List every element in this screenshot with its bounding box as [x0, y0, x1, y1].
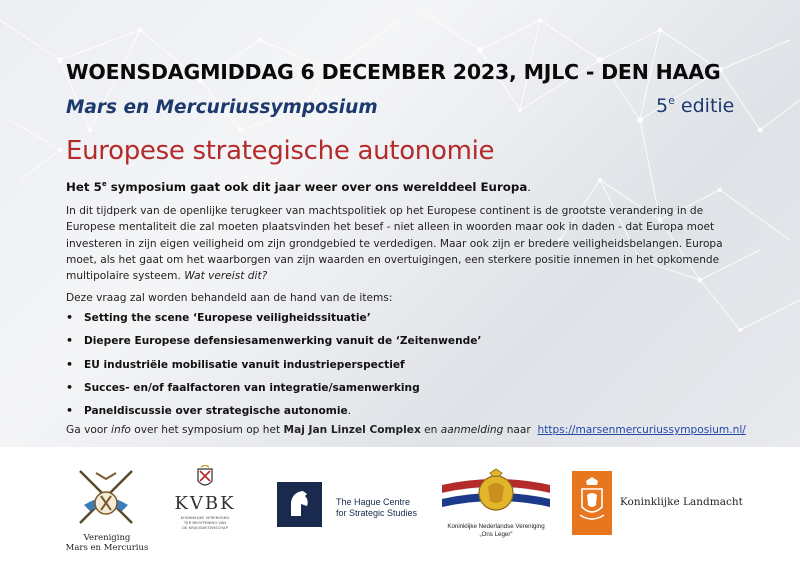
dutch-flag-lion-icon	[434, 463, 558, 525]
kvbk-line3: DE KRIJGSWETENSCHAP	[182, 525, 228, 530]
closing-registration: aanmelding	[440, 424, 504, 436]
list-item-text: Succes- en/of faalfactoren van integratie/samenwerking	[84, 381, 420, 394]
lead-end: .	[527, 180, 532, 194]
items-intro: Deze vraag zal worden behandeld aan de hand van de items:	[66, 292, 393, 304]
closing-text: Ga voor	[66, 424, 112, 436]
edition-label	[656, 94, 734, 117]
closing-text: over het symposium op het	[130, 424, 284, 436]
page-title: Europese strategische autonomie	[66, 136, 495, 166]
mars-mercurius-logo	[70, 465, 142, 531]
kvbk-line1: KONINKLIJKE VERENIGING	[180, 515, 230, 520]
event-date-location: WOENSDAGMIDDAG 6 DECEMBER 2023, MJLC - DEN HAAG	[66, 60, 721, 84]
list-item	[66, 312, 706, 335]
landmacht-emblem	[572, 471, 612, 535]
mars-mercurius-line2: Mars en Mercurius	[65, 543, 149, 553]
list-item	[66, 382, 706, 405]
closing-info: info	[111, 424, 131, 436]
logo-strip	[0, 447, 800, 563]
body-question: Wat vereist dit?	[184, 270, 268, 283]
list-item-text: Setting the scene ‘Europese veiligheidssituatie’	[84, 312, 371, 324]
body-text: In dit tijdperk van de openlijke terugkeer van machtspolitiek op het Europese continent is de grootste verandering in de Europese mentaliteit die zal moeten plaatsvinden het besef - niet alleen in woorden maar ook in daden - dat Europa moet investeren in zijn eigen veiligheid om zijn grondgebied te verdedigen. Maar ook zijn er bredere veiligheidsbelangen. Europa moet, als het gaat om het waarborgen van zijn waarden en overtuigingen, een sterkere positie innemen in het opkomende multipolaire systeem.	[66, 205, 723, 283]
edition-suffix: e	[668, 94, 675, 107]
kvbk-crest-icon	[172, 465, 238, 495]
kvbk-subtitle	[174, 515, 236, 530]
lead-sup: e	[101, 180, 107, 188]
closing-text: naar	[503, 424, 538, 436]
kvbk-acronym: KVBK	[174, 493, 236, 514]
lead-prefix: Het 5	[66, 180, 102, 194]
ons-leger-caption	[434, 523, 558, 539]
list-item-text: Paneldiscussie over strategische autonomie	[84, 405, 348, 418]
horse-head-icon	[277, 482, 322, 527]
topic-list	[66, 312, 706, 428]
symposium-name: Mars en Mercuriussymposium	[66, 97, 378, 118]
hcss-line2: for Strategic Studies	[336, 508, 418, 518]
edition-number: 5	[656, 95, 669, 117]
body-paragraph	[66, 203, 750, 284]
list-item-end: .	[347, 405, 352, 418]
closing-text: en	[420, 424, 441, 436]
venue-name: Maj Jan Linzel Complex	[283, 424, 421, 436]
list-item-text: Diepere Europese defensiesamenwerking vanuit de ‘Zeitenwende’	[84, 335, 482, 348]
mars-mercurius-line1: Vereniging	[83, 533, 131, 543]
kvbk-line2: TER BEOEFENING VAN	[183, 520, 227, 525]
edition-word: editie	[680, 95, 735, 117]
kvbk-logo	[172, 465, 238, 539]
mars-mercurius-caption	[64, 533, 150, 553]
list-item-text: EU industriële mobilisatie vanuit industrieperspectief	[84, 358, 405, 371]
closing-line	[66, 424, 766, 436]
hcss-line1: The Hague Centre	[336, 497, 411, 507]
ons-leger-line1: Koninklijke Nederlandse Vereniging	[447, 523, 545, 530]
list-item	[66, 335, 706, 358]
ons-leger-line2: „Ons Leger”	[479, 531, 513, 538]
crossed-swords-emblem-icon	[70, 465, 142, 531]
lead-sentence	[66, 180, 756, 194]
hcss-logo-mark	[277, 482, 322, 527]
list-item	[66, 359, 706, 382]
website-link[interactable]: https://marsenmercuriussymposium.nl/	[537, 424, 746, 436]
landmacht-name: Koninklijke Landmacht	[620, 496, 743, 508]
royal-lion-icon	[572, 471, 612, 535]
lead-bold: symposium gaat ook dit jaar weer over ons werelddeel Europa	[106, 180, 528, 194]
ons-leger-logo	[434, 463, 558, 543]
